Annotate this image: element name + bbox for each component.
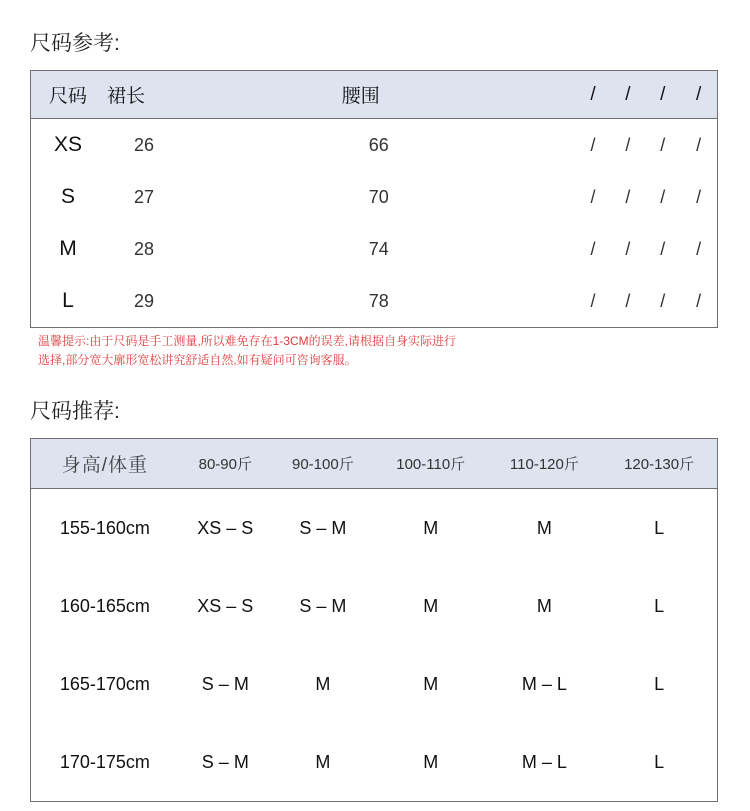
- recommended-size: L: [654, 595, 665, 616]
- empty-cell: /: [590, 186, 596, 207]
- waist-value: 74: [368, 238, 389, 259]
- header-skirt-length: 裙长: [106, 71, 341, 119]
- recommended-size: M – L: [521, 751, 567, 772]
- table-row: [31, 567, 718, 645]
- header-empty-3: /: [645, 71, 680, 119]
- table-row: [31, 645, 718, 723]
- size-label: XS: [53, 133, 82, 156]
- header-weight-range: 100-110斤: [374, 439, 488, 489]
- skirt-length-value: 28: [134, 238, 155, 259]
- recommended-size: M: [315, 673, 331, 694]
- table-header-row: [31, 439, 718, 489]
- empty-cell: /: [590, 134, 596, 155]
- table-row: [31, 119, 718, 172]
- size-label: M: [59, 237, 77, 260]
- table-row: [31, 223, 718, 275]
- header-size: 尺码: [31, 71, 107, 119]
- height-range: 165-170cm: [59, 673, 150, 694]
- header-weight-range: 120-130斤: [601, 439, 717, 489]
- table-row: [31, 171, 718, 223]
- recommended-size: L: [654, 673, 665, 694]
- recommended-size: M: [423, 595, 439, 616]
- skirt-length-value: 27: [134, 186, 155, 207]
- height-range: 160-165cm: [59, 595, 150, 616]
- size-recommendation-title: 尺码推荐:: [30, 400, 120, 423]
- table-header-row: [31, 71, 718, 119]
- size-label: L: [62, 289, 74, 312]
- empty-cell: /: [696, 186, 702, 207]
- recommended-size: M – L: [521, 673, 567, 694]
- height-range: 170-175cm: [59, 751, 150, 772]
- empty-cell: /: [625, 238, 631, 259]
- empty-cell: /: [590, 238, 596, 259]
- recommended-size: L: [654, 751, 665, 772]
- note-line-1: 温馨提示:由于尺码是手工测量,所以难免存在1-3CM的误差,请根据自身实际进行: [38, 334, 457, 348]
- empty-cell: /: [696, 238, 702, 259]
- empty-cell: /: [625, 186, 631, 207]
- measurement-note: [38, 332, 558, 370]
- recommended-size: XS – S: [197, 595, 254, 616]
- recommended-size: M: [536, 595, 552, 616]
- header-weight-range: 80-90斤: [179, 439, 272, 489]
- table-row: [31, 723, 718, 802]
- empty-cell: /: [696, 134, 702, 155]
- recommended-size: M: [315, 751, 331, 772]
- waist-value: 78: [368, 290, 389, 311]
- recommended-size: L: [654, 517, 665, 538]
- note-line-2: 选择,部分宽大廓形宽松讲究舒适自然,如有疑问可咨询客服。: [38, 353, 357, 367]
- recommended-size: M: [536, 517, 552, 538]
- recommended-size: S – M: [299, 595, 347, 616]
- waist-value: 70: [368, 186, 389, 207]
- empty-cell: /: [660, 186, 666, 207]
- recommended-size: M: [423, 517, 439, 538]
- empty-cell: /: [660, 134, 666, 155]
- skirt-length-value: 26: [134, 134, 155, 155]
- header-height-weight: 身高/体重: [31, 439, 179, 489]
- height-range: 155-160cm: [59, 517, 150, 538]
- empty-cell: /: [660, 290, 666, 311]
- header-weight-range: 110-120斤: [488, 439, 602, 489]
- recommended-size: M: [423, 673, 439, 694]
- empty-cell: /: [625, 290, 631, 311]
- header-waist: 腰围: [341, 71, 576, 119]
- table-row: [31, 275, 718, 328]
- empty-cell: /: [625, 134, 631, 155]
- recommended-size: S – M: [299, 517, 347, 538]
- size-recommendation-table: [30, 438, 718, 802]
- recommended-size: S – M: [201, 751, 249, 772]
- table-row: [31, 489, 718, 568]
- header-empty-2: /: [610, 71, 645, 119]
- waist-value: 66: [368, 134, 389, 155]
- header-weight-range: 90-100斤: [272, 439, 374, 489]
- size-label: S: [60, 185, 75, 208]
- empty-cell: /: [590, 290, 596, 311]
- empty-cell: /: [696, 290, 702, 311]
- header-empty-1: /: [576, 71, 611, 119]
- recommended-size: M: [423, 751, 439, 772]
- header-empty-4: /: [680, 71, 717, 119]
- size-reference-table: [30, 70, 718, 328]
- size-reference-title: 尺码参考:: [30, 32, 120, 55]
- empty-cell: /: [660, 238, 666, 259]
- recommended-size: S – M: [201, 673, 249, 694]
- recommended-size: XS – S: [197, 517, 254, 538]
- skirt-length-value: 29: [134, 290, 155, 311]
